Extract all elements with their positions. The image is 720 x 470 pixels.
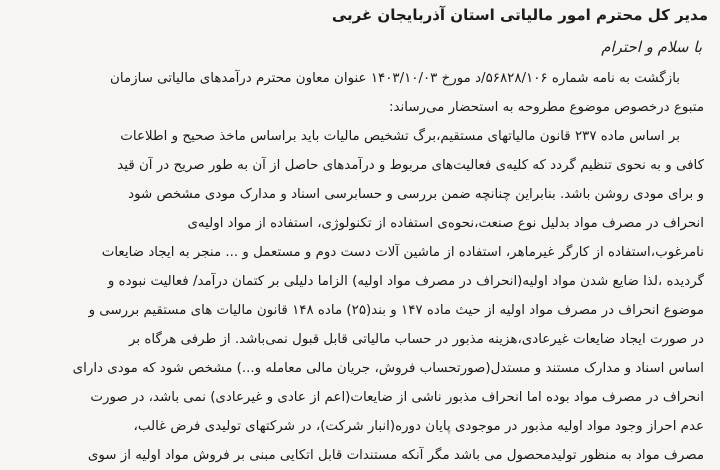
- body-line: موضوع انحراف در مصرف مواد اولیه از حیث ماده ۱۴۷ و بند(۲۵) ماده ۱۴۸ قانون مالیات های مستقیم بررسی و: [88, 303, 704, 318]
- body-line: اساس اسناد و مدارک مستند و مستدل(صورتحساب فروش، جریان مالی معامله و...) مشخص شود که مودی دارای: [72, 361, 704, 376]
- body-line: بر اساس ماده ۲۳۷ قانون مالیاتهای مستقیم،برگ تشخیص مالیات باید براساس ماخذ صحیح و اطلاعات: [120, 129, 680, 144]
- body-line: در صورت ایجاد ضایعات غیرعادی،هزینه مذبور در حساب مالیاتی قابل قبول نمی‌باشد. از طرفی هرگاه بر: [129, 332, 704, 347]
- body-line: گردیده ،لذا ضایع شدن مواد اولیه(انحراف در مصرف مواد اولیه) الزاما دلیلی بر کتمان درآمد/ فعالیت نبوده و: [107, 274, 704, 289]
- body-line: عدم احراز وجود مواد اولیه مذبور در موجودی پایان دوره(انبار شرکت)، در شرکتهای تولیدی فرض غالب،: [133, 419, 704, 434]
- body-line: متبوع درخصوص موضوع مطروحه به استحضار می‌رساند:: [388, 100, 704, 115]
- body-line: انحراف در مصرف مواد بدلیل نوع صنعت،نحوه‌ی استفاده از تکنولوژی، استفاده از مواد اولیه‌ی: [187, 216, 704, 231]
- letter-body: [12, 64, 704, 470]
- body-line: مصرف مواد به منظور تولیدمحصول می باشد مگر آنکه مستندات قابل اتکایی مبنی بر فروش مواد اولیه از سوی: [87, 448, 704, 463]
- body-line: انحراف در مصرف مواد بوده اما انحراف مذبور ناشی از ضایعات(اعم از عادی و غیرعادی) نمی باشد، در صورت: [90, 390, 704, 405]
- body-line: نامرغوب،استفاده از کارگر غیرماهر، استفاده از ماشین آلات دست دوم و مستعمل و ... منجر به ایجاد ضایعات: [101, 245, 704, 260]
- body-line: کافی و به نحوی تنظیم گردد که کلیه‌ی فعالیت‌های مربوط و درآمدهای حاصل از آن به طور صریح در آن قید: [117, 158, 704, 173]
- greeting-handwritten: با سلام و احترام: [601, 38, 702, 56]
- addressee-heading: مدیر کل محترم امور مالیاتی استان آذربایجان غربی: [331, 6, 708, 24]
- body-line: و برای مودی روشن باشد. بنابراین چنانچه ضمن بررسی و حسابرسی اسناد و مدارک مودی مشخص شود: [128, 187, 704, 202]
- body-line: بازگشت به نامه شماره ۵۶۸۲۸/۱۰۶/د مورخ ۱۴۰۳/۱۰/۰۳ عنوان معاون محترم درآمدهای مالیاتی سازمان: [110, 71, 680, 86]
